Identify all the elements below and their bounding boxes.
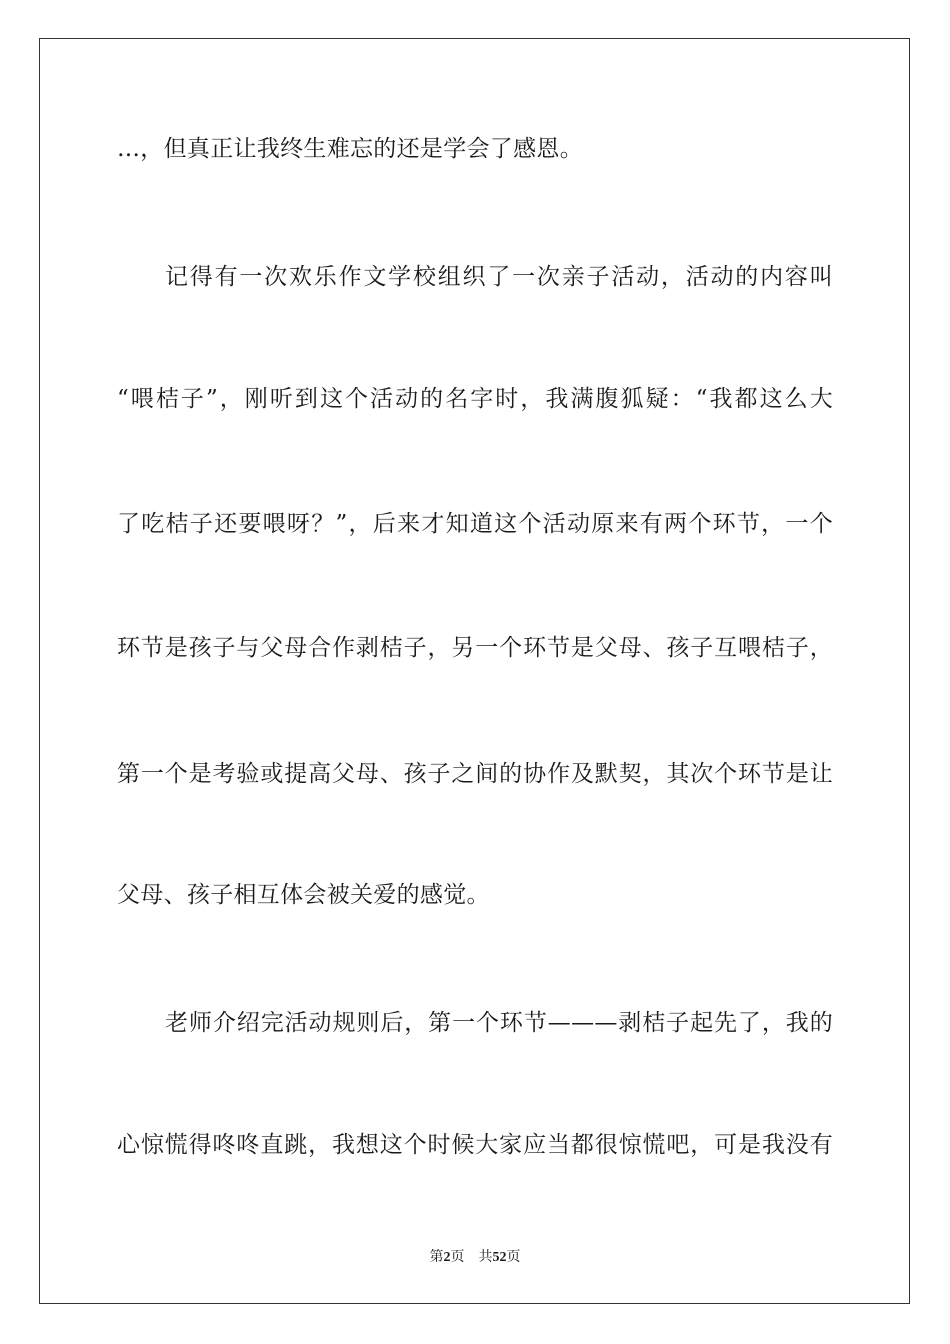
total-prefix: 共 [478, 1249, 493, 1265]
text-line: …，但真正让我终生难忘的还是学会了感恩。 [117, 136, 583, 162]
text-line: 记得有一次欢乐作文学校组织了一次亲子活动，活动的内容叫 [165, 264, 833, 290]
total-suffix: 页 [506, 1249, 521, 1265]
page-prefix: 第 [429, 1249, 444, 1265]
text-line: 心惊慌得咚咚直跳，我想这个时候大家应当都很惊慌吧，可是我没有 [117, 1132, 833, 1158]
page-footer [0, 1248, 950, 1267]
page-border [39, 38, 910, 1304]
text-line: 父母、孩子相互体会被关爱的感觉。 [117, 882, 490, 908]
text-line: 了吃桔子还要喂呀？”，后来才知道这个活动原来有两个环节，一个 [117, 511, 833, 537]
text-line: 老师介绍完活动规则后，第一个环节———剥桔子起先了，我的 [165, 1010, 833, 1036]
page-number: 2 [443, 1250, 451, 1265]
page-suffix: 页 [450, 1249, 465, 1265]
text-line: 第一个是考验或提高父母、孩子之间的协作及默契，其次个环节是让 [117, 761, 833, 787]
total-pages: 52 [492, 1250, 507, 1265]
text-line: “喂桔子”，刚听到这个活动的名字时，我满腹狐疑：“我都这么大 [117, 386, 833, 412]
text-line: 环节是孩子与父母合作剥桔子，另一个环节是父母、孩子互喂桔子， [117, 635, 833, 661]
